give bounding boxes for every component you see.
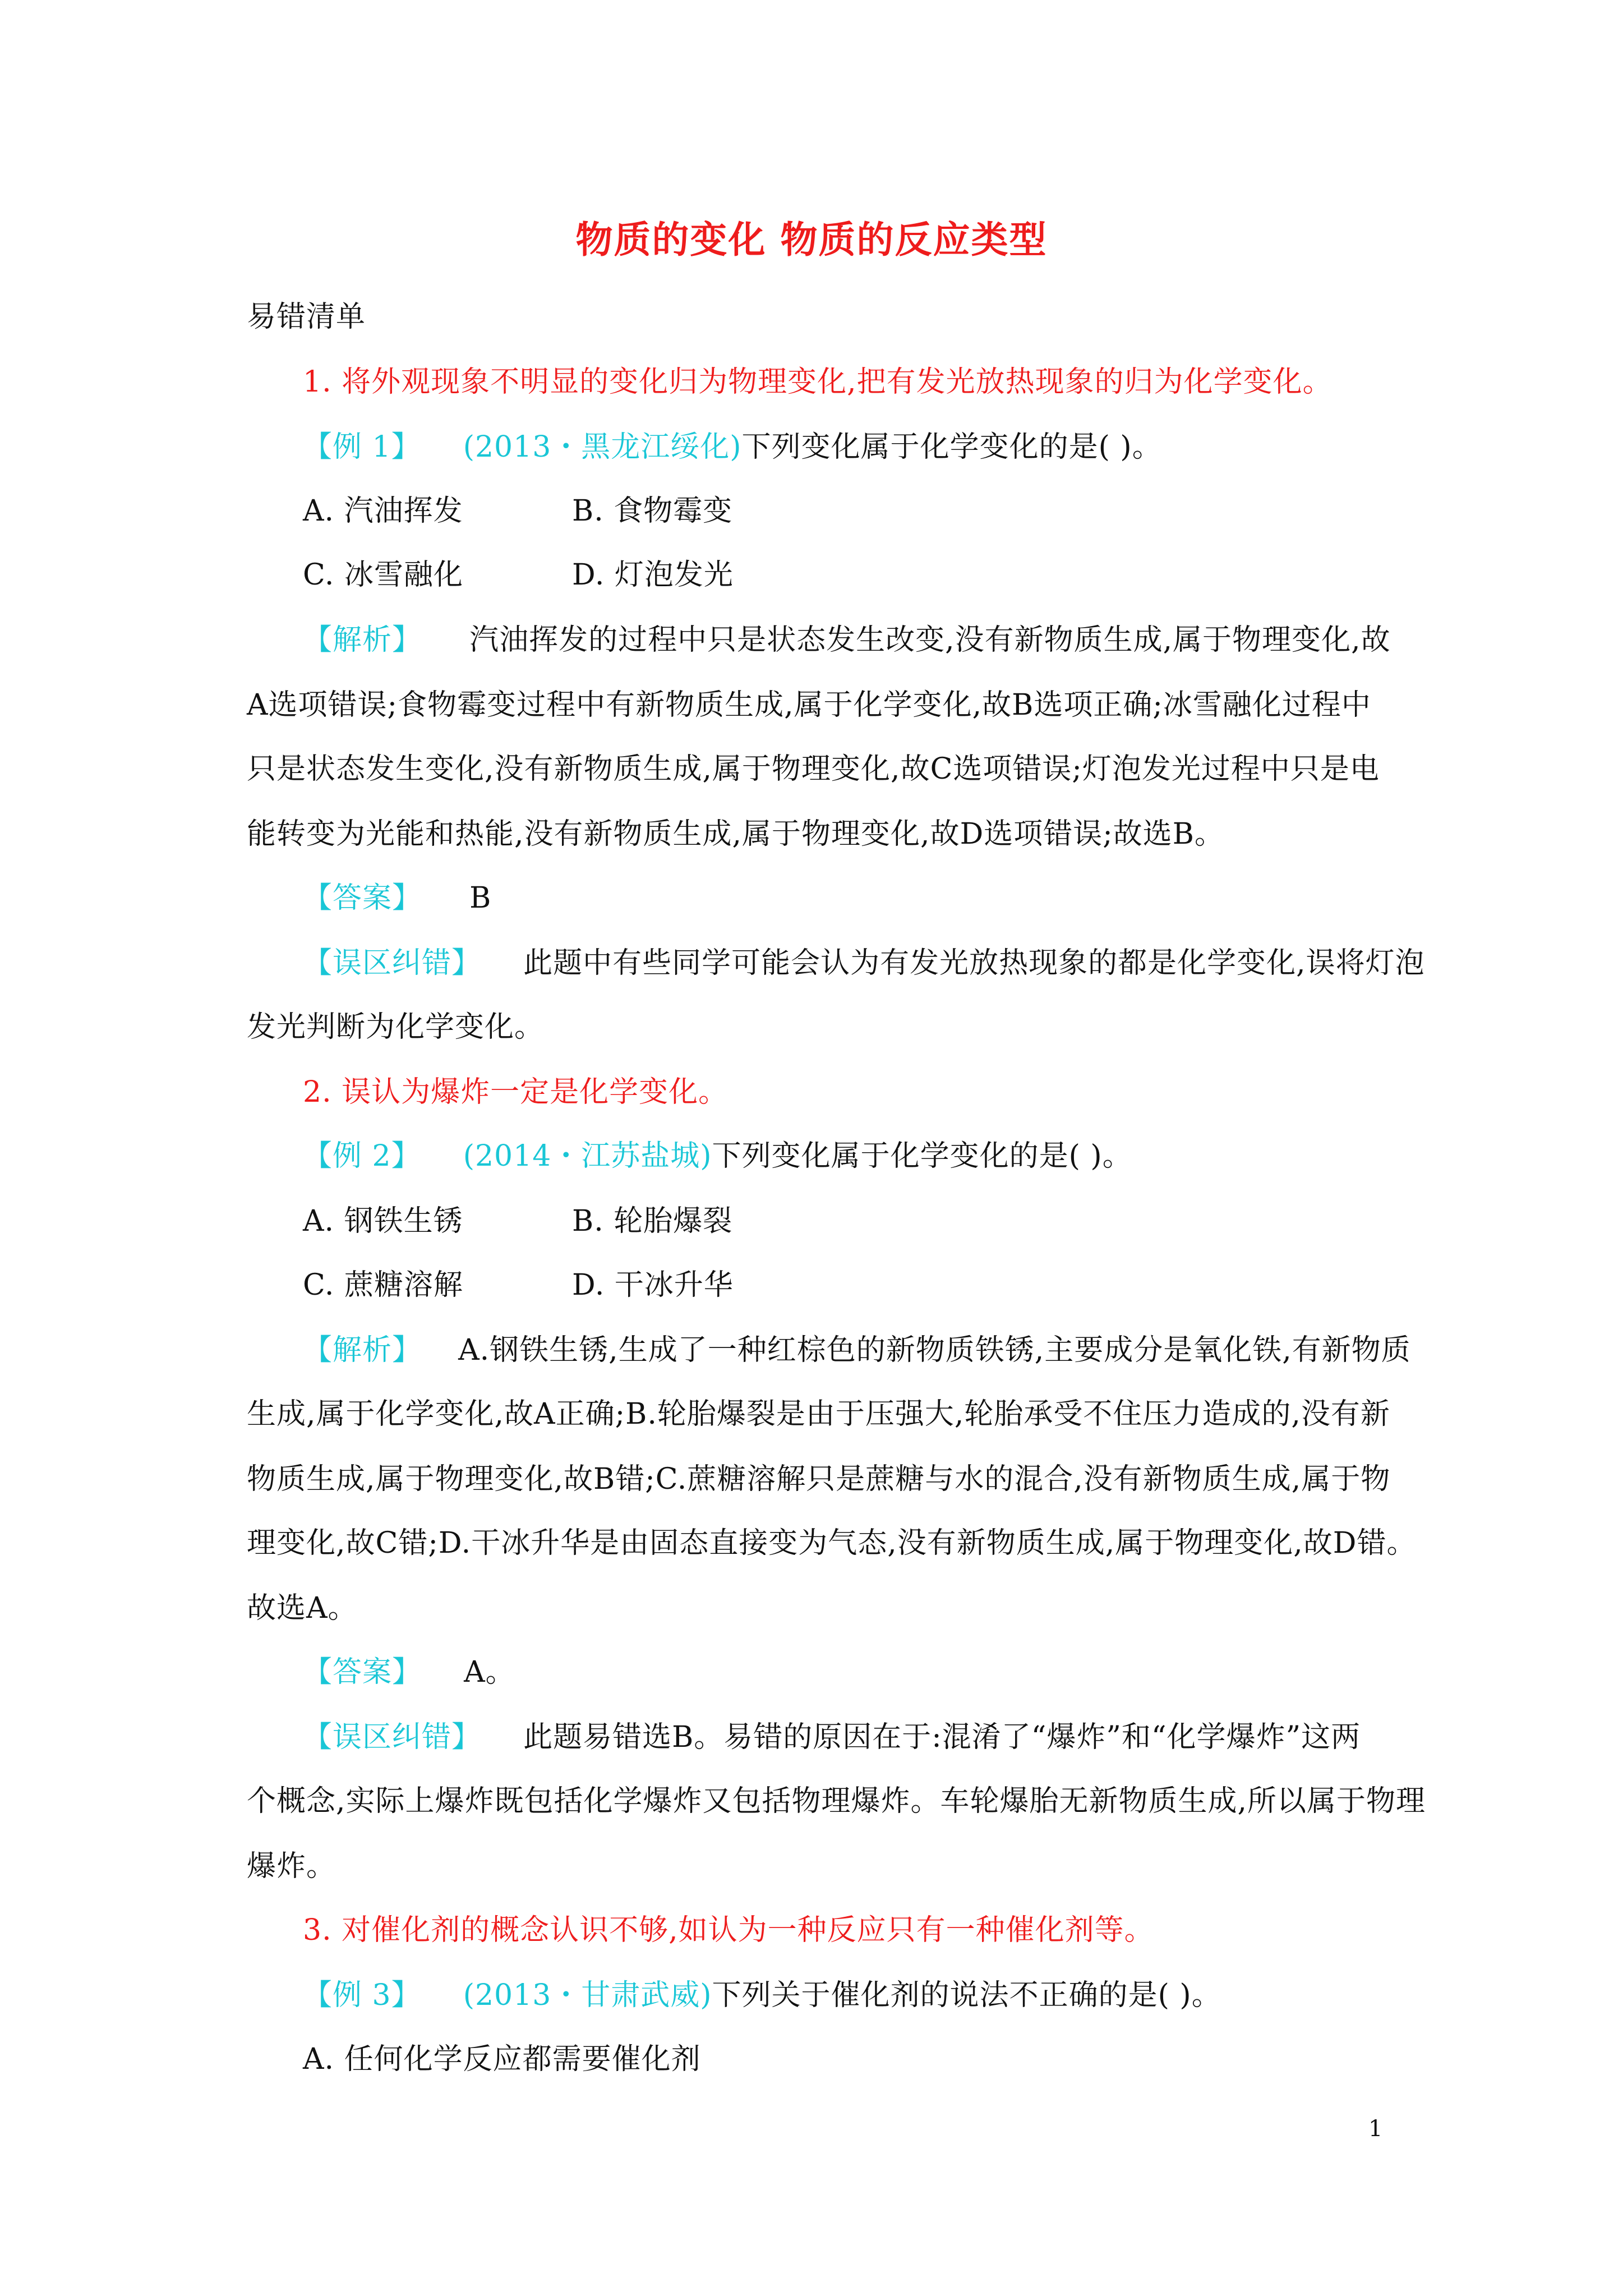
example-source: (2014・江苏盐城) [463,1139,712,1173]
option-b: B. 食物霉变 [572,494,733,528]
example-source: (2013・黑龙江绥化) [463,430,742,464]
analysis-2-line-1 [303,1331,1411,1370]
misconception-2-line-3: 爆炸。 [247,1849,336,1883]
analysis-1-line-4: 能转变为光能和热能,没有新物质生成,属于物理变化,故D选项错误;故选B。 [247,817,1225,851]
option-a: A. 钢铁生锈 [303,1204,463,1238]
analysis-1-line-2: A选项错误;食物霉变过程中有新物质生成,属于化学变化,故B选项正确;冰雪融化过程中 [247,688,1371,722]
example-question-text: 下列变化属于化学变化的是( )。 [741,430,1162,464]
analysis-text: A.钢铁生锈,生成了一种红棕色的新物质铁锈,主要成分是氧化铁,有新物质 [458,1333,1411,1367]
analysis-2-line-4: 理变化,故C错;D.干冰升华是由固态直接变为气态,没有新物质生成,属于物理变化,故D错。 [247,1526,1417,1560]
example-tag: 【例 2】 [303,1139,421,1173]
analysis-2-line-5: 故选A。 [247,1591,358,1625]
misconception-2-line-1 [303,1718,1361,1757]
option-d: D. 灯泡发光 [572,558,734,592]
analysis-tag: 【解析】 [303,623,422,657]
example-source: (2013・甘肃武威) [463,1978,712,2012]
example-1-question [303,427,1162,467]
option-c: C. 冰雪融化 [303,558,463,592]
example-3-question [303,1976,1221,2015]
page-title: 物质的变化 物质的反应类型 [575,218,1048,261]
example-tag: 【例 3】 [303,1978,421,2012]
error-point-2: 2. 误认为爆炸一定是化学变化。 [303,1075,728,1109]
misconception-2-line-2: 个概念,实际上爆炸既包括化学爆炸又包括物理爆炸。车轮爆胎无新物质生成,所以属于物理 [247,1784,1426,1818]
misconception-text: 此题易错选B。易错的原因在于:混淆了“爆炸”和“化学爆炸”这两 [523,1720,1361,1754]
list-heading: 易错清单 [247,300,366,334]
page-number: 1 [1368,2116,1383,2142]
misconception-text: 此题中有些同学可能会认为有发光放热现象的都是化学变化,误将灯泡 [523,946,1425,980]
answer-tag: 【答案】 [303,881,422,915]
analysis-text: 汽油挥发的过程中只是状态发生改变,没有新物质生成,属于物理变化,故 [469,623,1391,657]
analysis-1-line-3: 只是状态发生变化,没有新物质生成,属于物理变化,故C选项错误;灯泡发光过程中只是电 [247,752,1380,786]
analysis-2-line-2: 生成,属于化学变化,故A正确;B.轮胎爆裂是由于压强大,轮胎承受不住压力造成的,没有新 [247,1397,1390,1431]
misconception-tag: 【误区纠错】 [303,1720,482,1754]
error-point-1: 1. 将外观现象不明显的变化归为物理变化,把有发光放热现象的归为化学变化。 [303,365,1332,399]
answer-2 [303,1653,515,1692]
analysis-tag: 【解析】 [303,1333,422,1367]
option-a: A. 任何化学反应都需要催化剂 [303,2042,701,2076]
error-point-3: 3. 对催化剂的概念认识不够,如认为一种反应只有一种催化剂等。 [303,1913,1154,1947]
misconception-tag: 【误区纠错】 [303,946,482,980]
option-d: D. 干冰升华 [572,1268,734,1302]
analysis-1-line-1 [303,620,1391,660]
answer-tag: 【答案】 [303,1655,422,1689]
example-2-question [303,1137,1132,1176]
example-tag: 【例 1】 [303,430,421,464]
misconception-1-line-1 [303,944,1425,983]
misconception-1-line-2: 发光判断为化学变化。 [247,1010,545,1044]
answer-1 [303,878,491,918]
option-b: B. 轮胎爆裂 [572,1204,733,1238]
analysis-2-line-3: 物质生成,属于物理变化,故B错;C.蔗糖溶解只是蔗糖与水的混合,没有新物质生成,属于物 [247,1462,1391,1496]
example-question-text: 下列关于催化剂的说法不正确的是( )。 [712,1978,1221,2012]
answer-text: A。 [464,1655,515,1689]
example-question-text: 下列变化属于化学变化的是( )。 [712,1139,1132,1173]
option-c: C. 蔗糖溶解 [303,1268,463,1302]
answer-text: B [469,881,492,915]
option-a: A. 汽油挥发 [303,494,463,528]
